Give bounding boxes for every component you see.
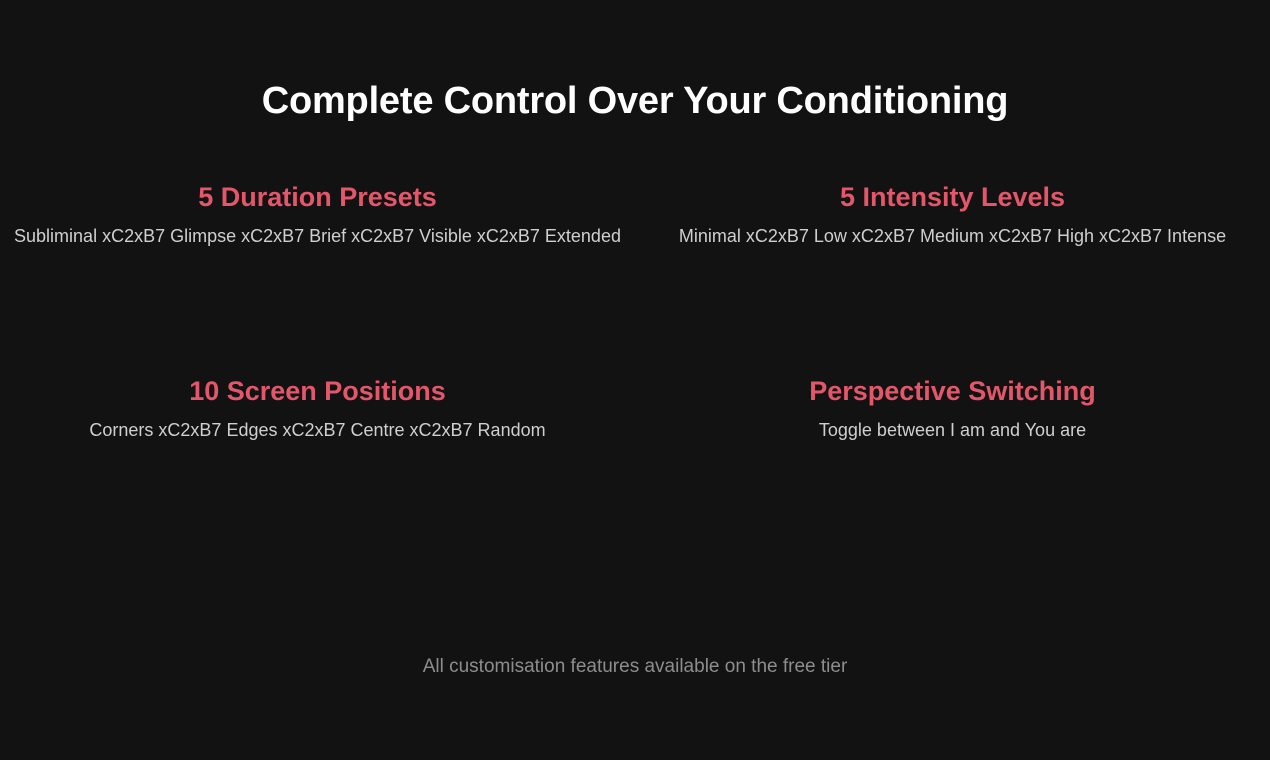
feature-title: 5 Intensity Levels [839, 182, 1066, 212]
feature-description: Corners xC2xB7 Edges xC2xB7 Centre xC2xB7 Random [89, 420, 546, 440]
feature-card-perspective-switching [635, 374, 1270, 442]
feature-card-intensity-levels [635, 180, 1270, 248]
feature-title: Perspective Switching [809, 376, 1096, 406]
footer-note: All customisation features available on the free tier [422, 656, 848, 677]
feature-card-screen-positions [0, 374, 635, 442]
feature-description: Subliminal xC2xB7 Glimpse xC2xB7 Brief xC2xB7 Visible xC2xB7 Extended [14, 226, 621, 246]
feature-title: 10 Screen Positions [189, 376, 446, 406]
feature-card-duration-presets [0, 180, 635, 248]
feature-description: Toggle between I am and You are [818, 420, 1087, 440]
feature-title: 5 Duration Presets [198, 182, 437, 212]
feature-description: Minimal xC2xB7 Low xC2xB7 Medium xC2xB7 High xC2xB7 Intense [678, 226, 1227, 246]
feature-grid [0, 180, 1270, 442]
page-title: Complete Control Over Your Conditioning [261, 80, 1009, 123]
